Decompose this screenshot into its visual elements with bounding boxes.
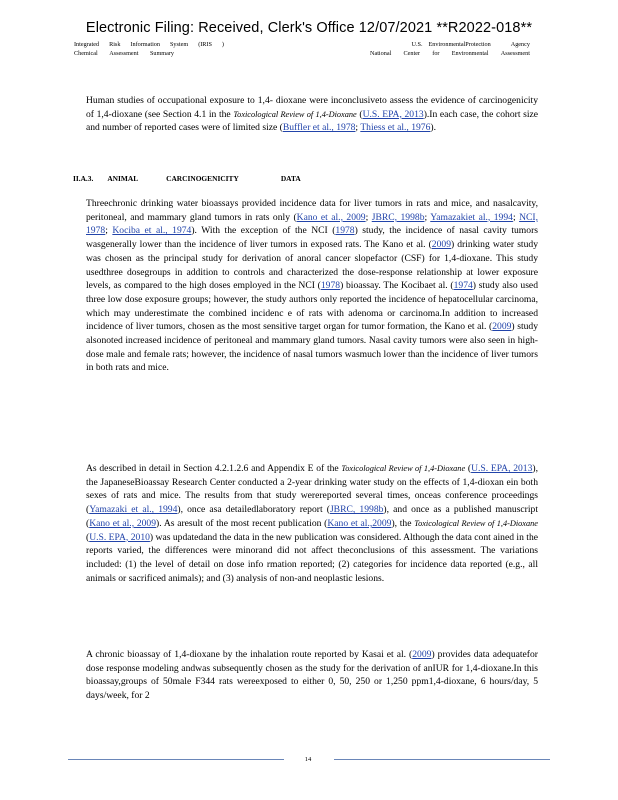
text-run: ) was updatedand the data in the new publication was considered. Although the data cont ained in the reports varied, the differences were minorand did not affect theconclusions of this assessment. The variations included: (1) the level of detail on dose info rmation reported; (2) categories for incidence data reported (e.g., all animals or sacrificed animals); and (3) analysis of non-and neoplastic lesions. xyxy=(86,531,539,584)
header-word: Center xyxy=(403,50,421,57)
reference-link[interactable]: Buffler et al., 1978 xyxy=(282,122,356,134)
reference-link[interactable]: NCI, 1978 xyxy=(86,211,538,237)
heading-word: CARCINOGENICITY xyxy=(166,174,239,183)
text-run: ) drinking water study was chosen as the principal study for derivation of anoral cancer slopefactor (CSF) for 1,4-dioxane. This study usedthree dosegroups in addition to controls and characterized the dose-response relationship at lower exposure levels, as compared to the high doses employed in the NCI ( xyxy=(86,239,538,292)
header-word: Information xyxy=(130,41,160,48)
italic-title: Toxicological Review of 1,4-Dioxane xyxy=(341,464,466,473)
italic-title: Toxicological Review of 1,4-Dioxane xyxy=(233,109,357,119)
header-word: Assessment xyxy=(109,50,139,57)
reference-link[interactable]: U.S. EPA, 2010 xyxy=(89,531,150,543)
header-word: Environmental xyxy=(451,50,489,57)
text-run: ; xyxy=(105,225,113,237)
header-word: ) xyxy=(221,41,224,48)
reference-link[interactable]: Yamazaki et al., 1994 xyxy=(89,504,178,516)
reference-link[interactable]: U.S. EPA, 2013 xyxy=(471,463,533,474)
text-run: Human studies of occupational exposure to 1,4- dioxane were inconclusiveto assess the evidence of carcinogenicity of 1,4-dioxane (see Section 4.1 in the xyxy=(86,95,538,120)
reference-link[interactable]: 1974 xyxy=(453,280,473,292)
text-run: ), and once as a published manuscript ( xyxy=(86,504,539,529)
text-run: ), the JapaneseBioassay Research Center conducted a 2-year drinking water study on the effects of 1,4-dioxan ein both sexes of rats and mice. The results from that study werereported several times, onceas conference proceedings ( xyxy=(86,463,538,516)
footer-rule-right xyxy=(334,759,550,760)
text-run: ). As aresult of the most recent publication ( xyxy=(156,517,328,529)
paragraph-human-studies xyxy=(86,94,538,135)
header-right-line-2 xyxy=(370,49,530,58)
section-number: II.A.3. xyxy=(73,174,94,183)
reference-link[interactable]: Kano et al., 2009 xyxy=(296,211,366,223)
running-header-right xyxy=(370,40,530,58)
text-run: ). With the exception of the NCI ( xyxy=(191,225,336,237)
text-run: A chronic bioassay of 1,4-dioxane by the inhalation route reported by Kasai et al. ( xyxy=(86,649,413,660)
text-run: ; xyxy=(424,211,431,223)
header-word: for xyxy=(432,50,440,57)
header-word: Risk xyxy=(109,41,121,48)
text-run: ) provides data adequatefor dose response modeling andwas subsequently chosen as the study for the derivation of anIUR for 1,4-dioxane.In this bioassay,groups of 50male F344 rats wereexposed to either 0, 50, 250 or 1,250 ppm1,4-dioxane, 6 hours/day, 5 days/week, for 2 xyxy=(86,649,538,702)
reference-link[interactable]: JBRC, 1998b xyxy=(329,504,384,516)
text-run: Threechronic drinking water bioassays provided incidence data for liver tumors in rats and mice, and nasalcavity, peritoneal, and mammary gland tumors in rats only ( xyxy=(86,198,538,223)
footer-rule-left xyxy=(68,759,284,760)
reference-link[interactable]: Thiess et al., 1976 xyxy=(360,122,431,134)
paragraph-jbrc-study xyxy=(86,462,538,585)
text-run: ( xyxy=(465,463,472,474)
header-word: Integrated xyxy=(74,41,100,48)
header-word: Assessment xyxy=(500,50,530,57)
reference-link[interactable]: Yamazakiet al., 1994 xyxy=(430,211,513,223)
header-word: Agency xyxy=(510,41,530,48)
heading-word: ANIMAL xyxy=(107,174,139,183)
text-run: ) study alsonoted increased incidence of peritoneal and mammary gland tumors. Nasal cavity tumors were also seen in high-dose male and female rats; however, the incidence of nasal tumors wasmuch lower than the incidence of liver tumors in both rats and mice. xyxy=(86,321,538,374)
text-run: ; xyxy=(365,211,372,223)
section-heading xyxy=(73,174,301,183)
header-left-line-1 xyxy=(74,40,224,49)
reference-link[interactable]: Kano et al., 2009 xyxy=(89,517,157,529)
header-word: U.S. xyxy=(411,41,423,48)
reference-link[interactable]: Kano et al.,2009 xyxy=(327,517,392,529)
reference-link[interactable]: U.S. EPA, 2013 xyxy=(362,108,424,120)
reference-link[interactable]: 1978 xyxy=(335,225,355,237)
paragraph-inhalation-bioassay xyxy=(86,648,538,703)
heading-word: DATA xyxy=(280,174,301,183)
header-word: Chemical xyxy=(74,50,98,57)
header-word: System xyxy=(169,41,189,48)
reference-link[interactable]: 2009 xyxy=(492,321,512,333)
filing-stamp-header: Electronic Filing: Received, Clerk's Office 12/07/2021 **R2022-018** xyxy=(85,20,533,36)
reference-link[interactable]: 2009 xyxy=(431,239,451,251)
text-run: ), once asa detailedlaboratory report ( xyxy=(177,504,330,516)
text-run: ) study, the incidence of nasal cavity tumors wasgenerally lower than the incidence of liver tumors in exposed rats. The Kano et al. ( xyxy=(86,225,538,251)
text-run: ( xyxy=(86,531,90,543)
reference-link[interactable]: Kociba et al., 1974 xyxy=(112,225,192,237)
header-word: EnvironmentalProtection xyxy=(428,41,491,48)
text-run: ; xyxy=(355,122,361,134)
text-run: ).In each case, the cohort size and number of reported cases were of limited size ( xyxy=(86,108,539,134)
header-word: (IRIS xyxy=(198,41,212,48)
italic-title: Toxicological Review of 1,4-Dioxane xyxy=(414,518,538,528)
text-run: ( xyxy=(356,108,363,120)
text-run: ; xyxy=(512,211,520,223)
header-right-line-1 xyxy=(370,40,530,49)
header-left-line-2 xyxy=(74,49,174,58)
paragraph-bioassays xyxy=(86,197,538,375)
text-run: ), the xyxy=(391,517,415,529)
page-number: 14 xyxy=(304,756,312,763)
text-run: ). xyxy=(430,122,436,134)
text-run: ) study also used three low dose exposure groups; however, the study authors only reported the incidence of hepatocellular carcinoma, which may underestimate the combined incidenc e of rats with adenoma or carcinoma.In addition to increased incidence of liver tumors, chosen as the most sensitive target organ for tumor formation, the Kano et al. ( xyxy=(86,280,538,333)
running-header-left xyxy=(74,40,224,58)
reference-link[interactable]: 2009 xyxy=(412,649,432,660)
reference-link[interactable]: 1978 xyxy=(320,280,341,292)
header-word: National xyxy=(370,50,392,57)
reference-link[interactable]: JBRC, 1998b xyxy=(371,211,425,223)
text-run: As described in detail in Section 4.2.1.2.6 and Appendix E of the xyxy=(86,463,342,474)
text-run: ) bioassay. The Kocibaet al. ( xyxy=(340,280,454,292)
header-word: Summary xyxy=(149,50,174,57)
